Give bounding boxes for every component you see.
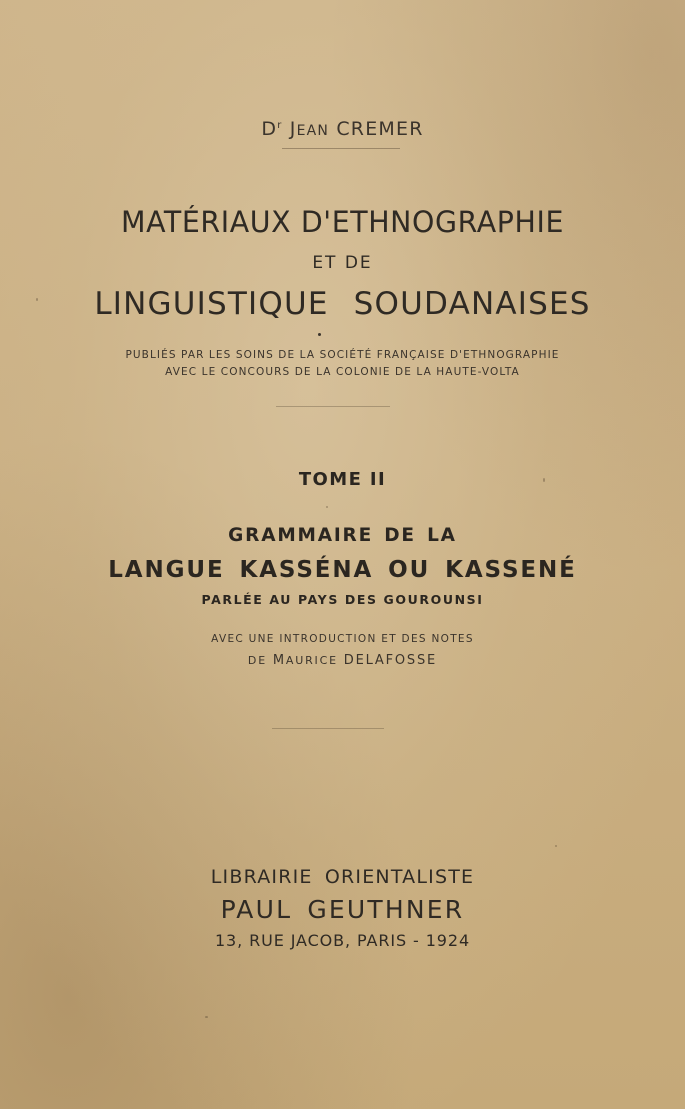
publisher-line-1: LIBRAIRIE ORIENTALISTE [210, 866, 475, 888]
lower-divider [272, 728, 384, 729]
subtitle-line-1: GRAMMAIRE DE LA [228, 525, 457, 546]
publisher-note-line-1: PUBLIÉS PAR LES SOINS DE LA SOCIÉTÉ FRANÇAISE D'ETHNOGRAPHIE [125, 349, 560, 361]
publisher-address: 13, RUE JACOB, PARIS - 1924 [214, 931, 471, 950]
ornament-dot [318, 333, 321, 336]
introduction-note-line-1: AVEC UNE INTRODUCTION ET DES NOTES [211, 633, 474, 645]
series-title-line-2: ET DE [312, 253, 373, 273]
paper-speck [326, 506, 328, 508]
author-last-name: CREMER [336, 118, 424, 140]
intro-prefix: DE [247, 654, 267, 667]
author-first-rest: EAN [296, 123, 330, 139]
author-name [0, 118, 685, 140]
publisher-name: PAUL GEUTHNER [220, 895, 465, 924]
author-first-initial: J [289, 118, 297, 140]
intro-first-rest: AURICE [285, 654, 338, 667]
author-divider [282, 148, 400, 149]
publisher-note-line-2: AVEC LE CONCOURS DE LA COLONIE DE LA HAUTE-VOLTA [165, 366, 520, 378]
paper-speck [205, 1016, 208, 1018]
author-title: D [261, 118, 278, 140]
series-title-line-3: LINGUISTIQUE SOUDANAISES [94, 286, 591, 322]
paper-speck [543, 478, 545, 482]
introduction-note-line-2 [0, 653, 685, 668]
volume-number: TOME II [298, 469, 387, 490]
intro-last-name: DELAFOSSE [343, 653, 438, 668]
middle-divider [276, 406, 390, 407]
paper-speck [555, 845, 557, 847]
subtitle-line-2: LANGUE KASSÉNA OU KASSENÉ [108, 557, 577, 583]
series-title-line-1: MATÉRIAUX D'ETHNOGRAPHIE [121, 205, 564, 239]
subtitle-line-3: PARLÉE AU PAYS DES GOUROUNSI [201, 592, 484, 607]
author-title-superscript: r [277, 120, 283, 131]
paper-speck [36, 298, 38, 301]
intro-first-initial: M [272, 653, 286, 668]
